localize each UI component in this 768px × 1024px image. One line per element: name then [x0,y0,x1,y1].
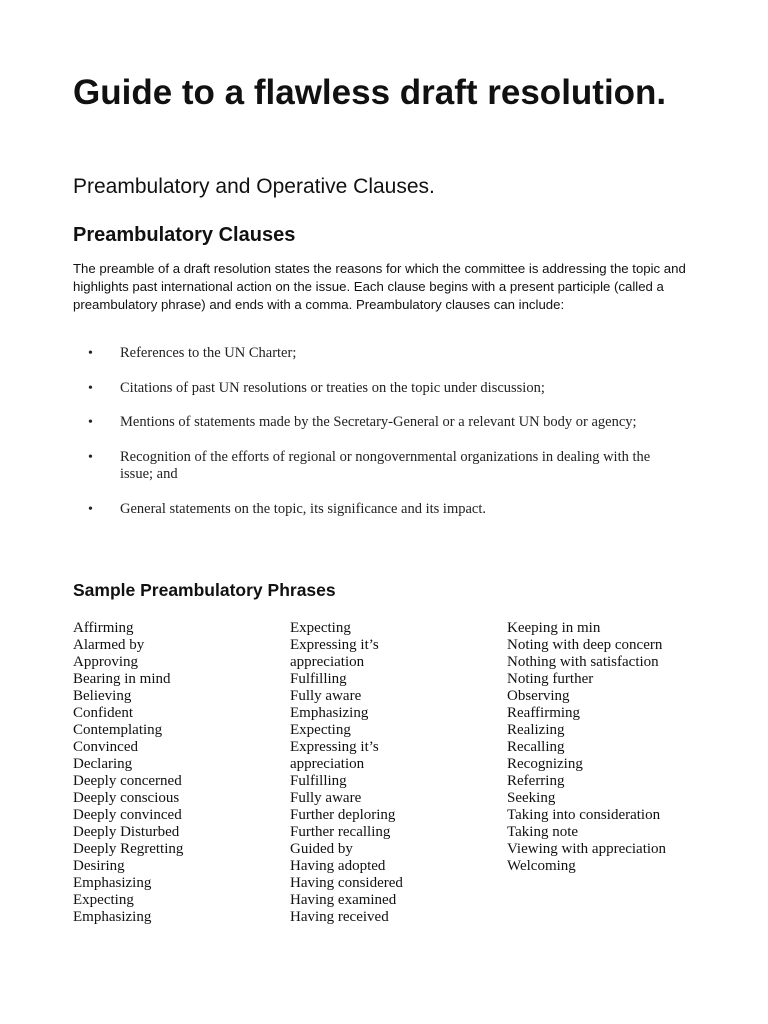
phrase-item: Fully aware [290,688,362,704]
phrase-item: Deeply concerned [73,773,182,789]
phrase-item: Expressing it’s [290,739,379,755]
phrase-item: Reaffirming [507,705,581,721]
phrase-item: Fulfilling [290,773,347,789]
phrase-item: Bearing in mind [73,671,171,687]
bullet-text: Mentions of statements made by the Secretary-General or a relevant UN body or agency; [120,414,637,430]
bullet-icon: • [88,449,93,465]
phrase-item: Keeping in min [507,620,601,636]
phrase-item: Affirming [73,620,134,636]
intro-paragraph: The preamble of a draft resolution states the reasons for which the committee is addressing the topic and highlights past international action on the issue. Each clause begins with a present participle (called a preambulatory phrase) and ends with a comma. Preambulatory clauses can include: [73,261,686,312]
phrase-item: Approving [73,654,138,670]
phrase-item: Deeply Regretting [73,841,184,857]
clause-bullet-list [0,345,768,518]
phrase-item: Expecting [290,722,351,738]
phrase-item: Taking note [507,824,579,840]
phrase-item: Guided by [290,841,353,857]
phrase-item: Declaring [73,756,133,772]
phrase-item: appreciation [290,654,365,670]
bullet-item [0,449,680,484]
phrase-item: Emphasizing [290,705,369,721]
bullet-text: Recognition of the efforts of regional or nongovernmental organizations in dealing with the issue; and [120,448,651,482]
phrase-item: Nothing with satisfaction [507,654,659,670]
phrase-item: Contemplating [73,722,163,738]
page-title: Guide to a flawless draft resolution. [73,73,667,112]
phrase-item: Expressing it’s [290,637,379,653]
phrase-item: Recalling [507,739,565,755]
phrase-item: Realizing [507,722,565,738]
phrase-item: Expecting [73,892,134,908]
phrase-item: Emphasizing [73,875,152,891]
phrase-item: Deeply Disturbed [73,824,180,840]
phrase-item: Fulfilling [290,671,347,687]
bullet-item [0,501,680,519]
phrase-item: appreciation [290,756,365,772]
section-heading-sample-phrases: Sample Preambulatory Phrases [73,580,336,600]
phrase-item: Referring [507,773,565,789]
phrase-item: Having examined [290,892,397,908]
phrase-item: Deeply conscious [73,790,180,806]
phrase-item: Having considered [290,875,403,891]
bullet-item [0,380,680,398]
section-heading-preambulatory-clauses: Preambulatory Clauses [73,224,296,246]
bullet-text: Citations of past UN resolutions or treaties on the topic under discussion; [120,379,545,396]
bullet-icon: • [88,501,93,517]
phrase-item: Fully aware [290,790,362,806]
phrase-column-2 [290,620,490,926]
page-subtitle: Preambulatory and Operative Clauses. [73,175,435,198]
phrase-item: Believing [73,688,132,704]
phrase-item: Desiring [73,858,125,874]
phrase-item: Observing [507,688,570,704]
phrase-item: Confident [73,705,133,721]
phrase-item: Seeking [507,790,556,806]
phrase-item: Convinced [73,739,138,755]
bullet-icon: • [88,346,93,361]
phrase-item: Having adopted [290,858,386,874]
phrase-item: Noting further [507,671,594,687]
phrase-item: Noting with deep concern [507,637,663,653]
bullet-icon: • [88,415,93,430]
phrase-item: Welcoming [507,858,576,874]
phrase-item: Emphasizing [73,909,152,925]
phrase-item: Expecting [290,620,351,636]
phrase-item: Alarmed by [73,637,145,653]
bullet-item [0,345,680,363]
bullet-text: General statements on the topic, its significance and its impact. [120,500,487,517]
phrase-column-1 [73,620,273,926]
bullet-icon: • [88,380,93,396]
bullet-text: References to the UN Charter; [120,345,297,361]
phrase-column-3 [507,620,727,875]
bullet-item [0,414,680,432]
phrase-item: Having received [290,909,389,925]
phrase-item: Further deploring [290,807,396,823]
phrase-item: Taking into consideration [507,807,661,823]
phrase-item: Further recalling [290,824,391,840]
phrase-item: Viewing with appreciation [507,841,667,857]
phrase-item: Deeply convinced [73,807,182,823]
phrase-item: Recognizing [507,756,583,772]
